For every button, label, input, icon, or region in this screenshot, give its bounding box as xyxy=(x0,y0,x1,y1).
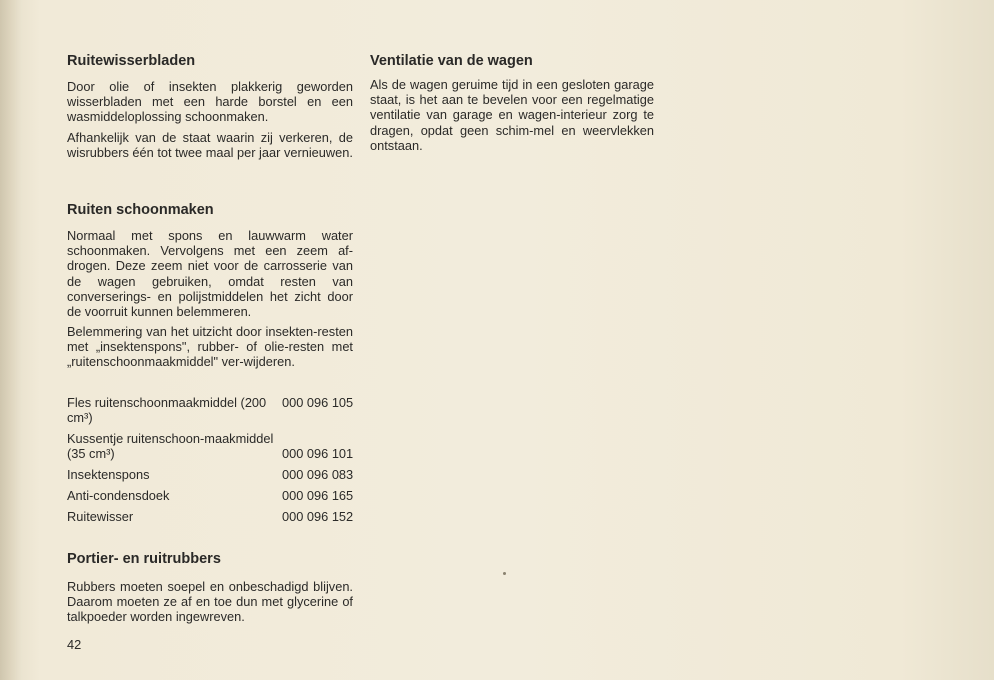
heading-door-rubbers: Portier- en ruitrubbers xyxy=(67,551,221,567)
page-number: 42 xyxy=(67,637,82,652)
wiper-blades-paragraph-2: Afhankelijk van de staat waarin zij verkeren, de wisrubbers één tot twee maal per jaar vernieuwen. xyxy=(67,130,353,161)
cleaning-windows-paragraph-1: Normaal met spons en lauwwarm water schoonmaken. Vervolgens met een zeem af-drogen. Deze zeem niet voor de carrosserie van de wagen gebruiken, omdat resten van converserings- en polijstmiddelen het zicht door de voorruit kunnen belemmeren. xyxy=(67,228,353,320)
part-name: Kussentje ruitenschoon-maakmiddel (35 cm³) xyxy=(67,431,274,462)
part-name: Anti-condensdoek xyxy=(67,488,170,503)
part-number: 000 096 101 xyxy=(282,446,354,461)
heading-cleaning-windows: Ruiten schoonmaken xyxy=(67,202,214,218)
part-name: Fles ruitenschoonmaakmiddel (200 cm³) xyxy=(67,395,267,426)
heading-wiper-blades: Ruitewisserbladen xyxy=(67,53,196,69)
part-name: Ruitewisser xyxy=(67,509,134,524)
door-rubbers-paragraph-1: Rubbers moeten soepel en onbeschadigd blijven. Daarom moeten ze af en toe dun met glycerine of talkpoeder worden ingewreven. xyxy=(67,579,353,625)
part-number: 000 096 105 xyxy=(282,395,354,410)
part-number: 000 096 165 xyxy=(282,488,354,503)
heading-ventilation: Ventilatie van de wagen xyxy=(370,53,533,69)
part-number: 000 096 083 xyxy=(282,467,354,482)
ventilation-paragraph-1: Als de wagen geruime tijd in een gesloten garage staat, is het aan te bevelen voor een regelmatige ventilatie van garage en wagen-interieur zorg te dragen, opdat geen schim-mel en weervlekken ontstaan. xyxy=(370,77,654,153)
page-binding-shadow xyxy=(0,0,22,680)
part-number: 000 096 152 xyxy=(282,509,354,524)
print-speck xyxy=(503,572,506,575)
wiper-blades-paragraph-1: Door olie of insekten plakkerig geworden wisserbladen met een harde borstel en een wasmiddeloplossing schoonmaken. xyxy=(67,79,353,125)
cleaning-windows-paragraph-2: Belemmering van het uitzicht door insekten-resten met „insektenspons", rubber- of olie-resten met „ruitenschoonmaakmiddel" ver-wijderen. xyxy=(67,324,353,370)
part-name: Insektenspons xyxy=(67,467,150,482)
